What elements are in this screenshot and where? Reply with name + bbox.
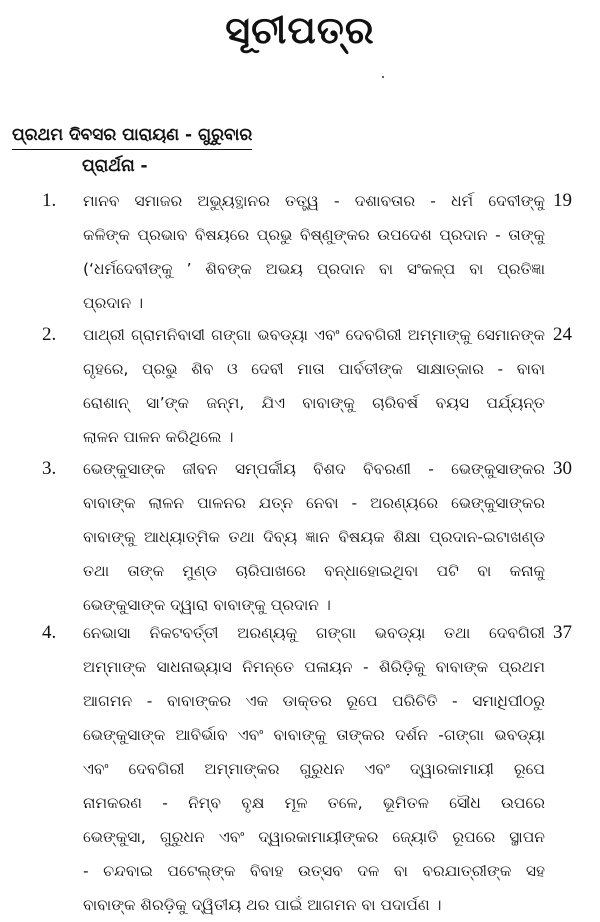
entry-line: ପାଥ୍ରୀ ଗ୍ରାମନିବାସୀ ଗଙ୍ଗା ଭବଡ୍ୟା ଏବଂ ଦେବଗିରୀ ଅମ୍ମାଙ୍କୁ ସେମାନଙ୍କ xyxy=(83,326,545,344)
entry-line: ନାମକରଣ - ନିମ୍ବ ବୃକ୍ଷ ମୂଳ ତଳେ, ଭୂମିତଳ ସୌଧ ଉପରେ xyxy=(83,794,545,812)
entry-line: ଭେଙ୍କୁସା, ଗୁରୁଧନ ଏବଂ ଦ୍ୱାରକାମାୟୀଙ୍କର ଜ୍ୟୋତି ରୂପରେ ସ୍ଥାପନ xyxy=(83,828,545,846)
entry-text xyxy=(83,184,545,320)
entry-number: 2. xyxy=(42,324,57,345)
prayer-label: ପ୍ରାର୍ଥନା - xyxy=(82,156,148,176)
entry-line: (‘ଧର୍ମଦେବୀଙ୍କୁ ’ ଶିବଙ୍କ ଅଭୟ ପ୍ରଦାନ ବା ସଂକଳ୍ପ ବା ପ୍ରତିଜ୍ଞା xyxy=(83,260,545,278)
entry-text xyxy=(83,616,545,922)
entry-line: - ଚନ୍ଦବାଇ ପଟେଲ୍‌ଙ୍କ ବିବାହ ଉତ୍ସବ ଦଳ ବା ବରଯାତ୍ରୀଙ୍କ ସହ xyxy=(83,862,545,880)
entry-line: ଗୃହରେ, ପ୍ରଭୁ ଶିବ ଓ ଦେବୀ ମାତା ପାର୍ବତୀଙ୍କ ସାକ୍ଷାତ୍କାର - ବାବା xyxy=(83,360,545,378)
entry-line: ବାବାଙ୍କ ଲାଳନ ପାଳନର ଯତ୍ନ ନେବା - ଅରଣ୍ୟରେ ଭେଙ୍କୁସାଙ୍କର xyxy=(83,494,545,512)
entry-line: ଅମ୍ମାଙ୍କ ସାଧନାଭ୍ୟାସ ନିମନ୍ତେ ପଳାୟନ - ଶିରିଡ଼ିକୁ ବାବାଙ୍କ ପ୍ରଥମ xyxy=(83,658,545,676)
entry-line: ତଥା ତାଙ୍କ ମୁଣ୍ଡ ଚାରିପାଖରେ ବନ୍ଧାହୋଇଥିବା ପଟି ବା କନାକୁ xyxy=(83,562,545,580)
entry-page-number: 37 xyxy=(553,622,572,643)
entry-line: ପ୍ରଦାନ । xyxy=(83,294,144,312)
entry-number: 4. xyxy=(42,622,57,643)
entry-number: 1. xyxy=(42,190,57,211)
entry-line: ଲାଳନ ପାଳନ କରିଥିଲେ । xyxy=(83,428,234,446)
entry-line: ନେଭାସା ନିକଟବର୍ତ୍ତୀ ଅରଣ୍ୟକୁ ଗଙ୍ଗା ଭବଡ୍ୟା ତଥା ଦେବଗିରୀ xyxy=(83,624,545,642)
entry-line: ଏବଂ ଦେବଗିରୀ ଅମ୍ମାଙ୍କର ଗୁରୁଧନ ଏବଂ ଦ୍ୱାରକାମାୟୀ ରୂପେ xyxy=(83,760,545,778)
entry-page-number: 19 xyxy=(553,190,572,211)
section-heading: ପ୍ରଥମ ଦିବସର ପାରାୟଣ - ଗୁରୁବାର xyxy=(12,122,252,150)
stray-dot xyxy=(382,76,384,78)
entry-line: ମାନବ ସମାଜର ଅଭ୍ୟୁତ୍ଥାନର ତତ୍ତ୍ୱ - ଦଶାବତାର - ଧର୍ମ ଦେବୀଙ୍କୁ xyxy=(83,192,545,210)
entry-text xyxy=(83,318,545,454)
entry-line: ବାବାଙ୍କୁ ଆଧ୍ୟାତ୍ମିକ ତଥା ଦିବ୍ୟ ଜ୍ଞାନ ବିଷୟକ ଶିକ୍ଷା ପ୍ରଦାନ-ଇଟାଖଣ୍ଡ xyxy=(83,528,545,546)
page-title: ସୂଚୀପତ୍ର xyxy=(225,8,375,52)
entry-line: ରୋଶାନ୍ ସା’ଙ୍କ ଜନ୍ମ, ଯିଏ ବାବାଙ୍କୁ ଚାରିବର୍ଷ ବୟସ ପର୍ଯ୍ୟନ୍ତ xyxy=(83,394,545,412)
entry-line: ବାବାଙ୍କ ଶିରଡ଼ିକୁ ଦ୍ୱିତୀୟ ଥର ପାଇଁ ଆଗମନ ବା ପଦାର୍ପଣ । xyxy=(83,896,442,914)
entry-line: ଭେଙ୍କୁସାଙ୍କ ଦ୍ୱାରା ବାବାଙ୍କୁ ପ୍ରଦାନ । xyxy=(83,596,331,614)
entry-line: ଆଗମନ - ବାବାଙ୍କର ଏକ ଡାକ୍ତର ରୂପେ ପରିଚିତି - ସମାଧିପୀଠରୁ xyxy=(83,692,545,710)
entry-text xyxy=(83,452,545,622)
entry-page-number: 24 xyxy=(553,324,572,345)
entry-number: 3. xyxy=(42,458,57,479)
entry-page-number: 30 xyxy=(553,458,572,479)
entry-line: ଭେଙ୍କୁସାଙ୍କ ଜୀବନ ସମ୍ପର୍କୀୟ ବିଶଦ ବିବରଣୀ - ଭେଙ୍କୁସାଙ୍କର xyxy=(83,460,545,478)
entry-line: ଭେଙ୍କୁସାଙ୍କ ଆବିର୍ଭାବ ଏବଂ ବାବାଙ୍କୁ ତାଙ୍କର ଦର୍ଶନ -ଗଙ୍ଗା ଭବଡ୍ୟା xyxy=(83,726,545,744)
entry-line: କଳିଙ୍କ ପ୍ରଭାବ ବିଷୟରେ ପ୍ରଭୁ ବିଷ୍ଣୁଙ୍କର ଉପଦେଶ ପ୍ରଦାନ - ତାଙ୍କୁ xyxy=(83,226,545,244)
